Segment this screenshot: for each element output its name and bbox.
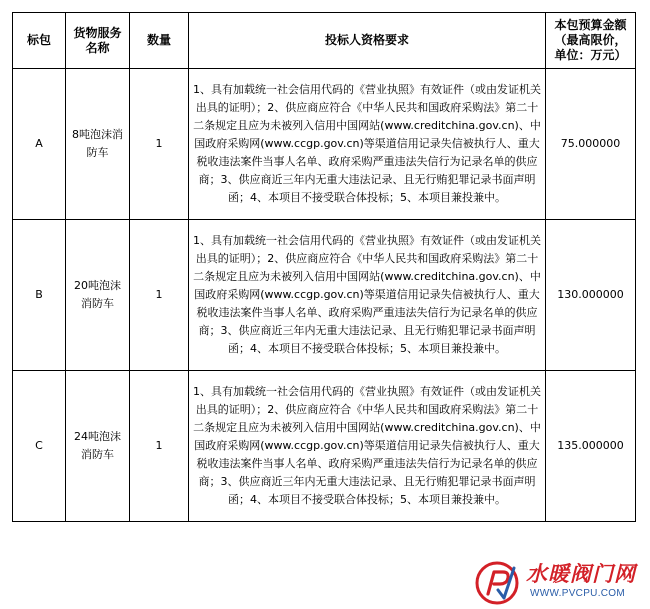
bid-lots-table [12, 12, 636, 522]
quantity-cell: 1 [130, 69, 189, 220]
pvcpu-logo-icon [474, 560, 520, 606]
budget-cell: 135.000000 [546, 371, 636, 522]
header-lot: 标包 [13, 13, 66, 69]
header-requirements: 投标人资格要求 [189, 13, 546, 69]
header-quantity: 数量 [130, 13, 189, 69]
table-header-row [13, 13, 636, 69]
quantity-cell: 1 [130, 220, 189, 371]
requirements-cell: 1、具有加载统一社会信用代码的《营业执照》有效证件（或由发证机关出具的证明）；2、供应商应符合《中华人民共和国政府采购法》第二十二条规定且应为未被列入信用中国网站(www.creditchina.gov.cn)、中国政府采购网(www.ccgp.gov.cn)等渠道信用记录失信被执行人、重大税收违法案件当事人名单、政府采购严重违法失信行为记录名单的供应商；3、供应商近三年内无重大违法记录、且无行贿犯罪记录书面声明函；4、本项目不接受联合体投标；5、本项目兼投兼中。 [189, 69, 546, 220]
lot-cell: A [13, 69, 66, 220]
table-row [13, 69, 636, 220]
quantity-cell: 1 [130, 371, 189, 522]
watermark-title: 水暖阀门网 [526, 562, 636, 586]
goods-name-cell: 8吨泡沫消防车 [66, 69, 130, 220]
goods-name-cell: 24吨泡沫消防车 [66, 371, 130, 522]
site-watermark [474, 560, 644, 604]
table-row [13, 371, 636, 522]
header-budget: 本包预算金额（最高限价，单位：万元） [546, 13, 636, 69]
requirements-cell: 1、具有加载统一社会信用代码的《营业执照》有效证件（或由发证机关出具的证明）；2、供应商应符合《中华人民共和国政府采购法》第二十二条规定且应为未被列入信用中国网站(www.creditchina.gov.cn)、中国政府采购网(www.ccgp.gov.cn)等渠道信用记录失信被执行人、重大税收违法案件当事人名单、政府采购严重违法失信行为记录名单的供应商；3、供应商近三年内无重大违法记录、且无行贿犯罪记录书面声明函；4、本项目不接受联合体投标；5、本项目兼投兼中。 [189, 220, 546, 371]
table-row [13, 220, 636, 371]
budget-cell: 75.000000 [546, 69, 636, 220]
header-goods-name: 货物服务名称 [66, 13, 130, 69]
goods-name-cell: 20吨泡沫消防车 [66, 220, 130, 371]
lot-cell: B [13, 220, 66, 371]
budget-cell: 130.000000 [546, 220, 636, 371]
requirements-cell: 1、具有加载统一社会信用代码的《营业执照》有效证件（或由发证机关出具的证明）；2、供应商应符合《中华人民共和国政府采购法》第二十二条规定且应为未被列入信用中国网站(www.creditchina.gov.cn)、中国政府采购网(www.ccgp.gov.cn)等渠道信用记录失信被执行人、重大税收违法案件当事人名单、政府采购严重违法失信行为记录名单的供应商；3、供应商近三年内无重大违法记录、且无行贿犯罪记录书面声明函；4、本项目不接受联合体投标；5、本项目兼投兼中。 [189, 371, 546, 522]
lot-cell: C [13, 371, 66, 522]
watermark-url: WWW.PVCPU.COM [530, 588, 626, 599]
